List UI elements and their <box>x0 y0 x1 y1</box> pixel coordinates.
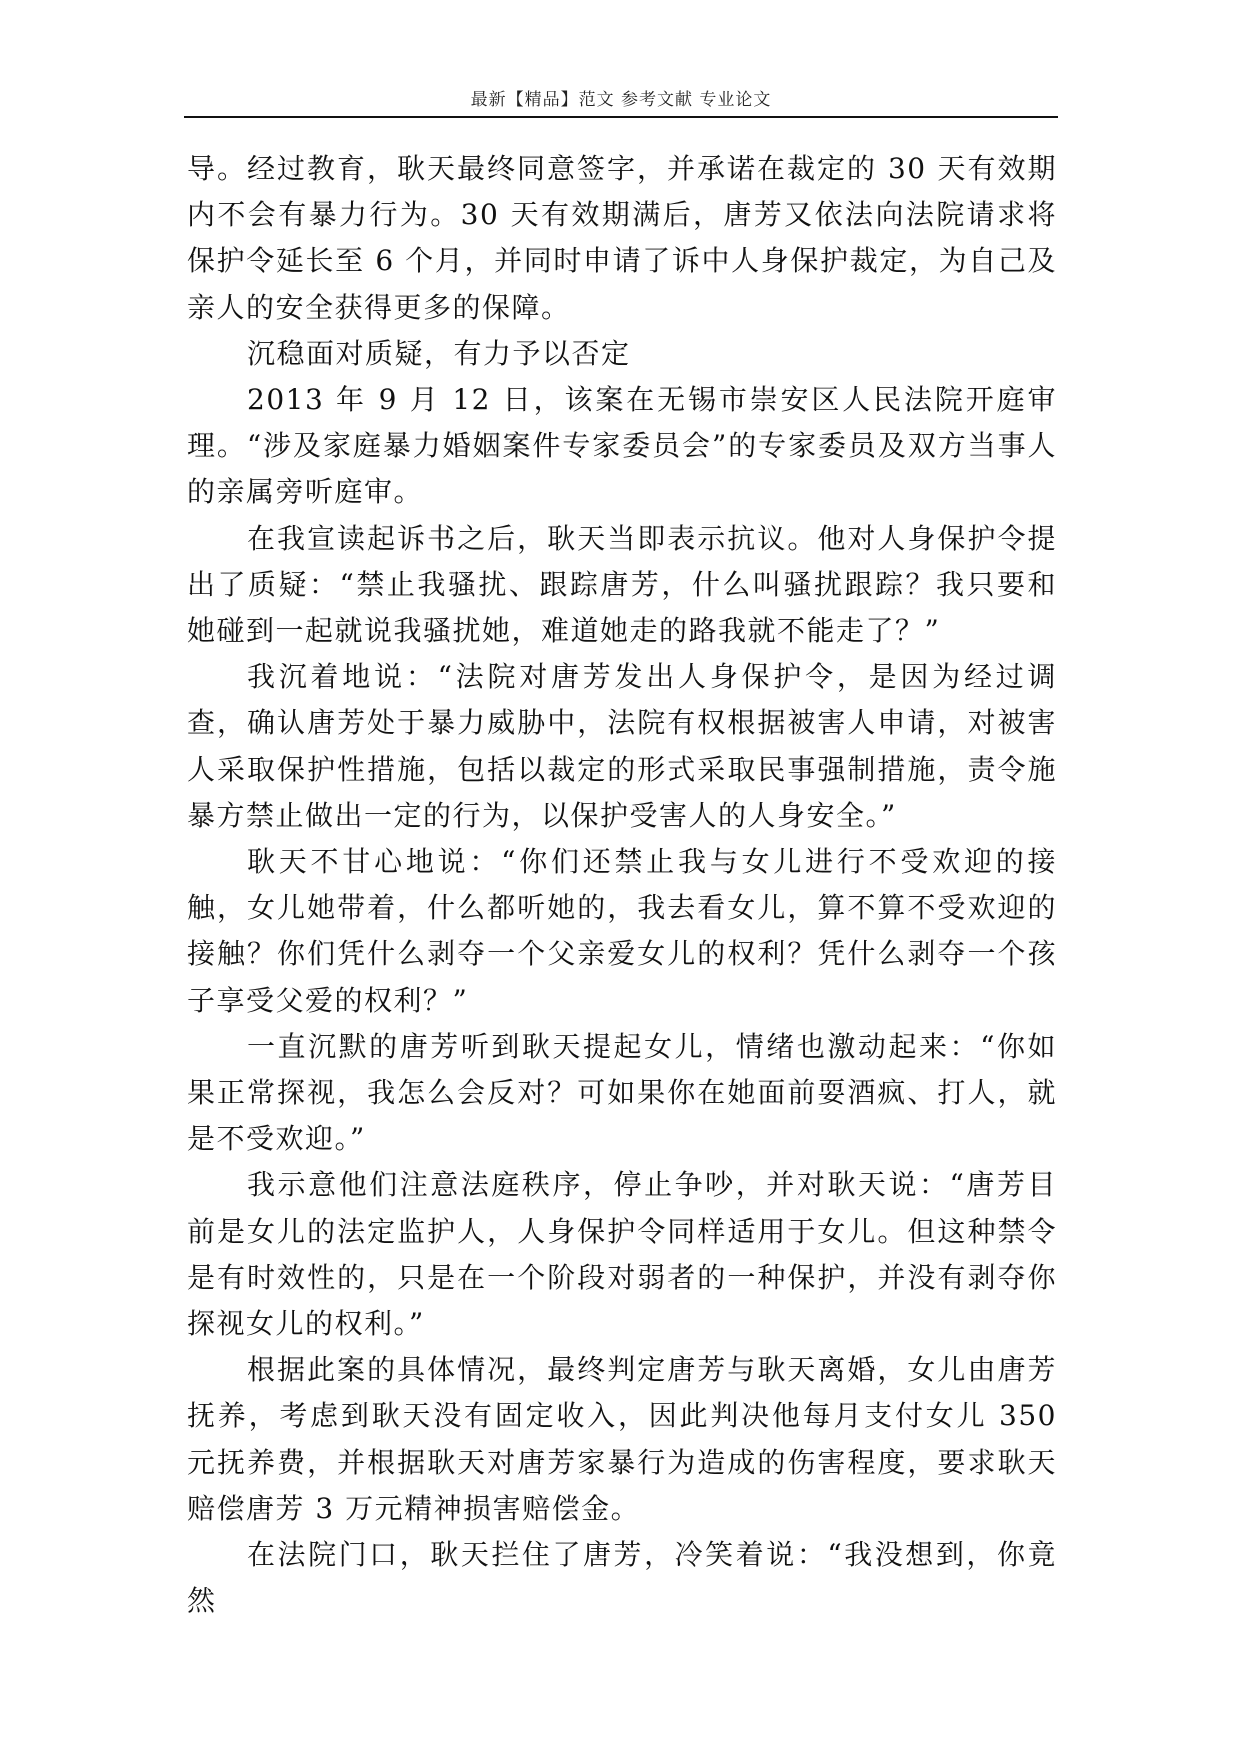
paragraph: 2013 年 9 月 12 日，该案在无锡市崇安区人民法院开庭审理。“涉及家庭暴力婚姻案件专家委员会”的专家委员及双方当事人的亲属旁听庭审。 <box>187 383 1057 509</box>
paragraph: 一直沉默的唐芳听到耿天提起女儿，情绪也激动起来：“你如果正常探视，我怎么会反对？可如果你在她面前耍酒疯、打人，就是不受欢迎。” <box>187 1029 1057 1156</box>
paragraph: 导。经过教育，耿天最终同意签字，并承诺在裁定的 30 天有效期内不会有暴力行为。30 天有效期满后，唐芳又依法向法院请求将保护令延长至 6 个月，并同时申请了诉中人身保护裁定，为自己及亲人的安全获得更多的保障。 <box>187 152 1057 324</box>
section-heading: 沉稳面对质疑，有力予以否定 <box>247 336 631 370</box>
paragraph: 我示意他们注意法庭秩序，停止争吵，并对耿天说：“唐芳目前是女儿的法定监护人，人身保护令同样适用于女儿。但这种禁令是有时效性的，只是在一个阶段对弱者的一种保护，并没有剥夺你探视女儿的权利。” <box>187 1168 1057 1341</box>
paragraph: 耿天不甘心地说：“你们还禁止我与女儿进行不受欢迎的接触，女儿她带着，什么都听她的，我去看女儿，算不算不受欢迎的接触？你们凭什么剥夺一个父亲爱女儿的权利？凭什么剥夺一个孩子享受父爱的权利？” <box>187 845 1057 1017</box>
page-header: 最新【精品】范文 参考文献 专业论文 <box>470 90 772 110</box>
paragraph: 我沉着地说：“法院对唐芳发出人身保护令，是因为经过调查，确认唐芳处于暴力威胁中，法院有权根据被害人申请，对被害人采取保护性措施，包括以裁定的形式采取民事强制措施，责令施暴方禁止做出一定的行为，以保护受害人的人身安全。” <box>187 660 1057 832</box>
document-body <box>187 146 1057 1625</box>
paragraph: 在我宣读起诉书之后，耿天当即表示抗议。他对人身保护令提出了质疑：“禁止我骚扰、跟踪唐芳，什么叫骚扰跟踪？我只要和她碰到一起就说我骚扰她，难道她走的路我就不能走了？” <box>187 521 1057 648</box>
header-divider <box>184 116 1058 118</box>
paragraph: 根据此案的具体情况，最终判定唐芳与耿天离婚，女儿由唐芳抚养，考虑到耿天没有固定收入，因此判决他每月支付女儿 350 元抚养费，并根据耿天对唐芳家暴行为造成的伤害程度，要求耿天赔偿唐芳 3 万元精神损害赔偿金。 <box>187 1353 1057 1525</box>
paragraph: 在法院门口，耿天拦住了唐芳，冷笑着说：“我没想到，你竟然 <box>187 1538 1057 1618</box>
